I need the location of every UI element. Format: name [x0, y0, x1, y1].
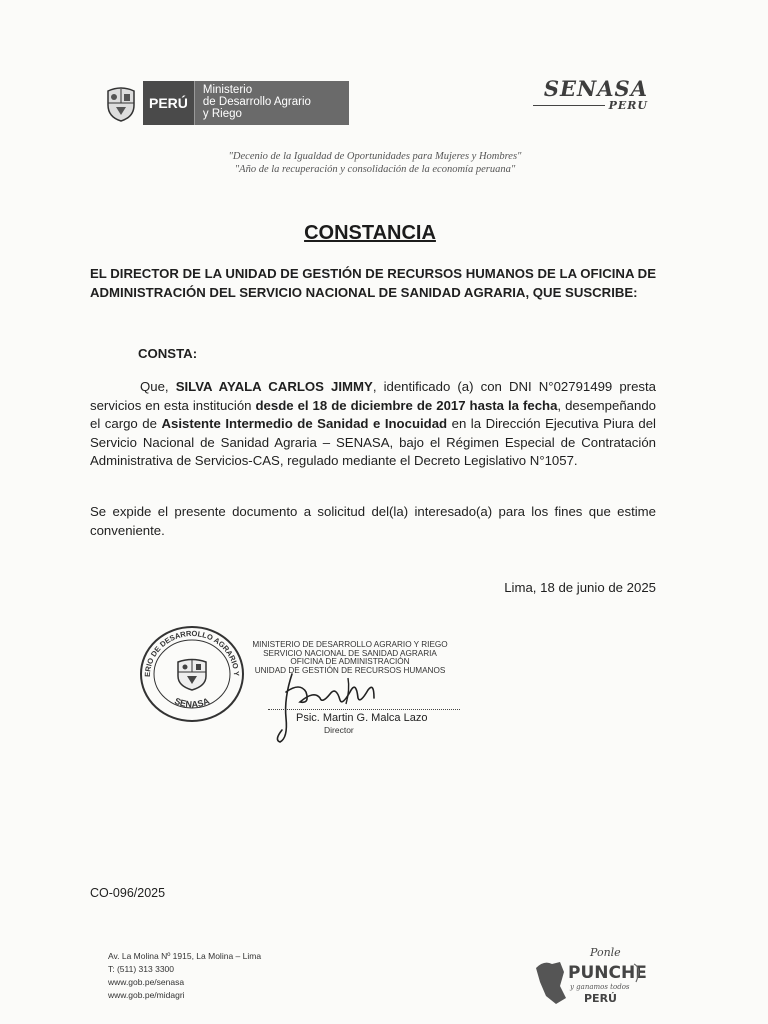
- text-run: Que,: [140, 379, 176, 394]
- issuer-heading: EL DIRECTOR DE LA UNIDAD DE GESTIÓN DE RECURSOS HUMANOS DE LA OFICINA DE ADMINISTRACIÓN DEL SERVICIO NACIONAL DE SANIDAD AGRARIA, QUE SUSCRIBE:: [90, 266, 656, 300]
- seal-top-text: ERIO DE DESARROLLO AGRARIO Y: [142, 628, 242, 678]
- signer-role: Director: [324, 725, 354, 735]
- decenio-lines: [140, 150, 610, 176]
- stamp-line: MINISTERIO DE DESARROLLO AGRARIO Y RIEGO: [252, 640, 448, 649]
- seal-bottom-text: SENASA: [173, 695, 211, 710]
- expide-paragraph: Se expide el presente documento a solicitud del(la) interesado(a) para los fines que estime conveniente.: [90, 504, 656, 538]
- country-label: PERÚ: [143, 81, 194, 125]
- document-code: CO-096/2025: [90, 886, 166, 900]
- position-title: Asistente Intermedio de Sanidad e Inocuidad: [161, 416, 448, 431]
- signer-name: Psic. Martin G. Malca Lazo: [296, 712, 428, 724]
- slogan-punche: PUNCHE: [568, 963, 647, 983]
- government-logo: [103, 81, 349, 125]
- website-link[interactable]: www.gob.pe/senasa: [108, 977, 185, 987]
- coat-of-arms-icon: [103, 81, 139, 125]
- ministry-line: de Desarrollo Agrario: [202, 96, 311, 108]
- employee-name: SILVA AYALA CARLOS JIMMY: [175, 379, 373, 394]
- stamp-line: OFICINA DE ADMINISTRACIÓN: [290, 657, 410, 666]
- stamp-line: UNIDAD DE GESTIÓN DE RECURSOS HUMANOS: [254, 665, 446, 675]
- decenio-line-2: "Año de la recuperación y consolidación de la economía peruana": [234, 164, 516, 175]
- date-line: Lima, 18 de junio de 2025: [504, 580, 656, 595]
- round-seal: [138, 624, 246, 724]
- text-run: , identificado (a) con DNI N°02791499 presta servicios en esta institución: [90, 379, 656, 413]
- footer-address: [108, 950, 261, 1002]
- seal-shield-icon: [178, 660, 206, 691]
- ministry-line: Ministerio: [202, 84, 253, 96]
- senasa-country: PERU: [608, 99, 648, 112]
- senasa-name: SENASA: [543, 76, 648, 101]
- peru-map-icon: [536, 962, 566, 1004]
- stamp-line: SERVICIO NACIONAL DE SANIDAD AGRARIA: [263, 648, 437, 658]
- main-paragraph: [90, 378, 656, 471]
- phone-line: T: (511) 313 3300: [108, 964, 174, 974]
- senasa-logo: [518, 76, 648, 112]
- text-run: , desempeñando el cargo de: [90, 397, 656, 431]
- website-link[interactable]: www.gob.pe/midagri: [108, 990, 185, 1000]
- ministry-label: [194, 81, 349, 125]
- senasa-divider: [533, 105, 605, 107]
- ponle-punche-logo: [530, 942, 650, 1012]
- ministry-line: y Riego: [202, 108, 242, 120]
- slogan-sub: y ganamos todos: [570, 983, 630, 991]
- decenio-line-1: "Decenio de la Igualdad de Oportunidades para Mujeres y Hombres": [228, 151, 522, 162]
- address-line: Av. La Molina Nº 1915, La Molina – Lima: [108, 951, 262, 961]
- slogan-ponle: Ponle: [590, 946, 621, 959]
- text-run: en la Dirección Ejecutiva Piura del Servicio Nacional de Sanidad Agraria – SENASA, bajo el Régimen Especial de Contratación Administrativa de Servicios-CAS, regulado mediante el Decreto Legislativo N°1057.: [90, 416, 656, 468]
- svg-text:SENASA: [173, 696, 211, 710]
- slogan-country: PERÚ: [584, 992, 617, 1005]
- document-title: CONSTANCIA: [304, 222, 436, 244]
- handwritten-signature: [270, 668, 390, 748]
- service-period: desde el 18 de diciembre de 2017 hasta la fecha: [255, 397, 558, 413]
- consta-label: CONSTA:: [138, 346, 198, 361]
